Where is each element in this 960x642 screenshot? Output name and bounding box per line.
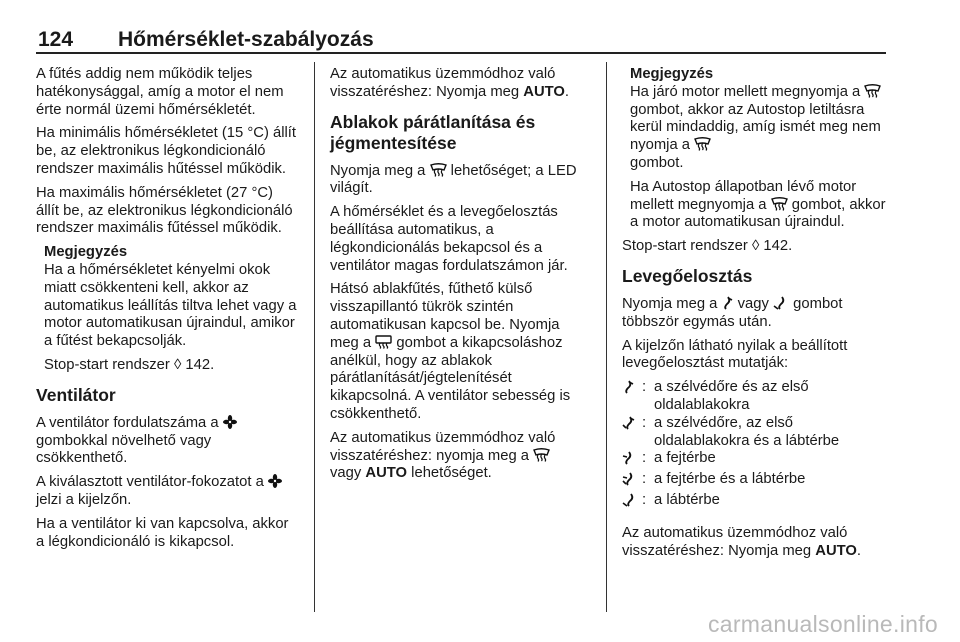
section-heading-air-distribution: Levegőelosztás xyxy=(622,265,753,286)
windshield-defrost-icon xyxy=(694,137,711,151)
note-title: Megjegyzés xyxy=(630,66,714,82)
paragraph: Az automatikus üzemmódhoz való visszatéréshez: Nyomja meg AUTO. xyxy=(622,524,862,559)
windshield-defrost-icon xyxy=(533,448,550,462)
cross-reference[interactable]: Stop-start rendszer ◊ 142. xyxy=(44,356,215,373)
head-airflow-icon xyxy=(722,296,734,310)
paragraph: Az automatikus üzemmódhoz való visszatéréshez: nyomja meg a vagy AUTO lehetőséget. xyxy=(330,429,556,482)
windshield-side-vents-icon xyxy=(622,379,642,415)
header-divider xyxy=(36,52,886,54)
paragraph: Nyomja meg a vagy gombot többször egymás után. xyxy=(622,295,843,330)
column-3 xyxy=(622,66,892,566)
paragraph: Nyomja meg a lehetőséget; a LED világít. xyxy=(330,162,577,197)
fan-icon xyxy=(268,474,282,488)
paragraph: Ha a ventilátor ki van kapcsolva, akkor a légkondicionáló is kikapcsol. xyxy=(36,515,289,550)
ref-arrow-icon: ◊ xyxy=(173,356,182,373)
note-block xyxy=(36,244,298,375)
page-number: 124 xyxy=(38,28,74,51)
column-divider-1 xyxy=(314,62,315,612)
list-item: : a szélvédőre, az első oldalablakokra és a lábtérbe xyxy=(622,415,892,451)
windshield-side-feet-icon xyxy=(622,415,642,451)
head-airflow-icon xyxy=(622,450,642,471)
page-header xyxy=(38,26,885,54)
paragraph: A ventilátor fordulatszáma a gombokkal növelhető vagy csökkenthető. xyxy=(36,415,298,468)
section-heading-ventilator: Ventilátor xyxy=(36,384,116,405)
list-item: : a szélvédőre és az első oldalablakokra xyxy=(622,379,892,415)
note-text: Ha járó motor mellett megnyomja a gombot, akkor az Autostop letiltásra kerül mindaddig, amíg ismét meg nem nyomja a gombot. xyxy=(630,83,881,171)
auto-keyword: AUTO xyxy=(365,465,408,482)
feet-airflow-icon xyxy=(622,492,642,513)
ref-arrow-icon: ◊ xyxy=(751,238,760,255)
paragraph: A kijelzőn látható nyilak a beállított levegőelosztást mutatják: xyxy=(622,337,848,372)
column-2 xyxy=(330,66,592,489)
paragraph: A kiválasztott ventilátor-fokozatot a jelzi a kijelzőn. xyxy=(36,474,298,510)
paragraph: Az automatikus üzemmódhoz való visszatéréshez: Nyomja meg AUTO. xyxy=(330,66,570,100)
feet-airflow-icon xyxy=(773,296,789,310)
paragraph: A fűtés addig nem működik teljes hatékonysággal, amíg a motor el nem érte normál üzemi hőmérsékletét. xyxy=(36,66,284,118)
air-distribution-list xyxy=(622,379,892,513)
windshield-defrost-icon xyxy=(430,163,447,177)
note-text: Ha Autostop állapotban lévő motor mellett megnyomja a gombot, akkor a motor automatikusan újraindul. xyxy=(630,178,886,231)
cross-reference[interactable]: Stop-start rendszer ◊ 142. xyxy=(622,238,793,255)
head-feet-airflow-icon xyxy=(622,471,642,492)
column-divider-2 xyxy=(606,62,607,612)
windshield-defrost-icon xyxy=(771,197,788,211)
list-item: : a fejtérbe xyxy=(622,450,892,471)
column-1 xyxy=(36,66,298,557)
paragraph: Ha maximális hőmérsékletet (27 °C) állít be, az elektronikus légkondicionáló rendszer maximális fűtéssel működik. xyxy=(36,184,293,237)
paragraph: Hátsó ablakfűtés, fűthető külső visszapillantó tükrök szintén automatikusan kapcsol be. Nyomja meg a gombot a kikapcsoláshoz anélkül, hogy az ablakok párátlanítását/jégtelenítését kikapcsolná. A ventilátor sebesség is csökkenthető. xyxy=(330,281,571,422)
section-heading-defrost: Ablakok párátlanítása és jégmentesítése xyxy=(330,111,536,153)
watermark: carmanualsonline.info xyxy=(707,611,938,637)
list-item: : a fejtérbe és a lábtérbe xyxy=(622,471,892,492)
note-title: Megjegyzés xyxy=(44,244,128,261)
fan-icon xyxy=(223,415,237,429)
paragraph: Ha minimális hőmérsékletet (15 °C) állít be, az elektronikus légkondicionáló rendszer maximális hűtéssel működik. xyxy=(36,125,297,177)
page-title: Hőmérséklet-szabályozás xyxy=(118,28,374,51)
rear-window-heat-icon xyxy=(375,335,392,349)
paragraph: A hőmérséklet és a levegőelosztás beállítása automatikus, a légkondicionálás bekapcsol és a ventilátor magas fordulatszámon jár. xyxy=(330,204,568,274)
auto-keyword: AUTO xyxy=(815,542,857,559)
list-item: : a lábtérbe xyxy=(622,492,892,513)
windshield-defrost-icon xyxy=(864,84,881,98)
note-block xyxy=(622,66,892,232)
auto-keyword: AUTO xyxy=(523,83,565,100)
note-text: Ha a hőmérsékletet kényelmi okok miatt csökkenteni kell, akkor az automatikus leállítás tiltva lehet vagy a motor automatikusan újraindul, amikor a fűtést bekapcsolják. xyxy=(44,261,297,350)
